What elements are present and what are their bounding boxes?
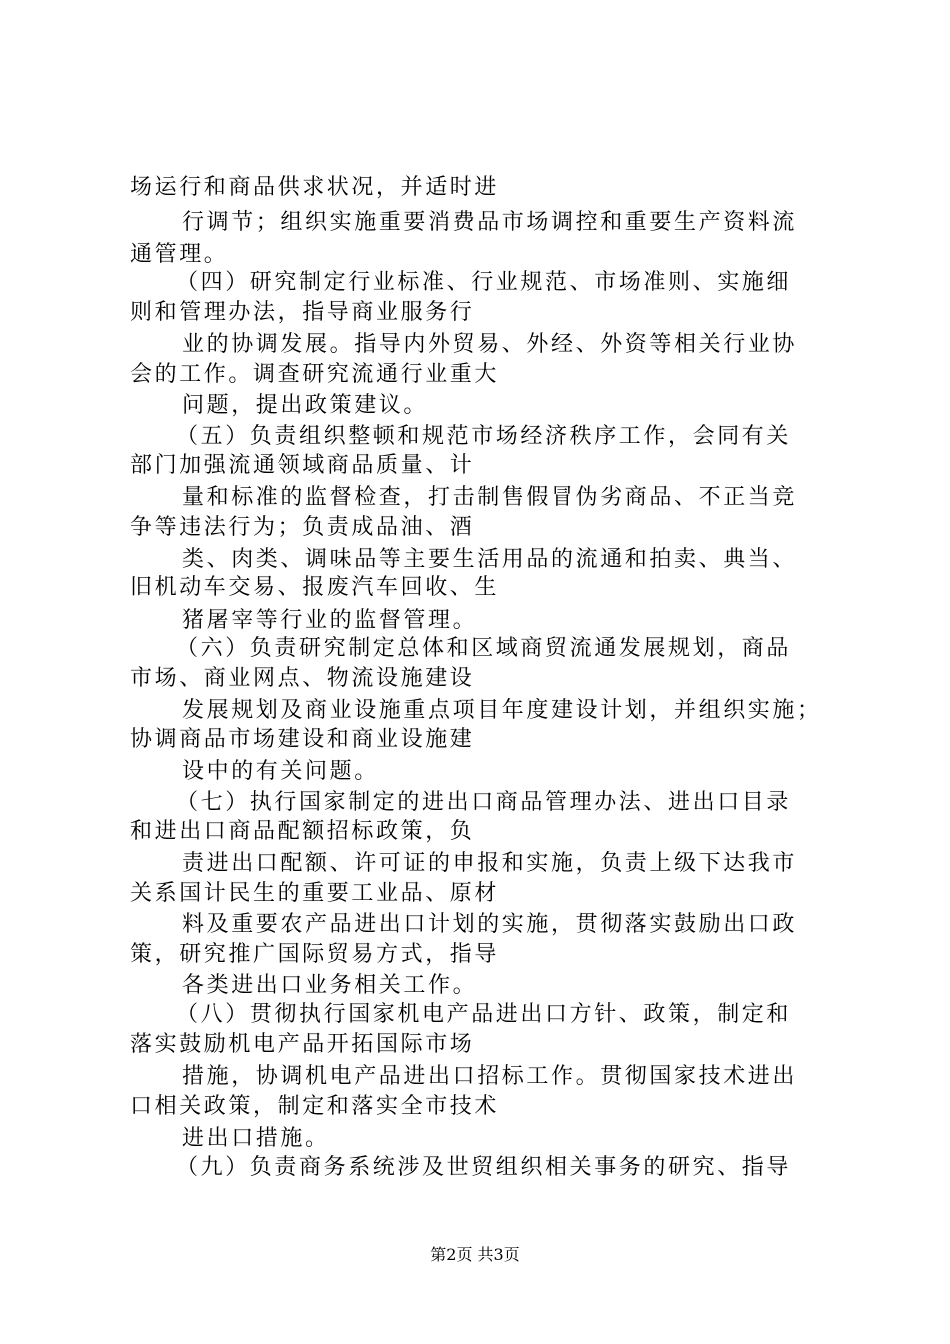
body-text-line: 旧机动车交易、报废汽车回收、生 (130, 575, 500, 600)
body-text-line: （五）负责组织整顿和规范市场经济秩序工作，会同有关 (176, 424, 792, 449)
body-text-line: 量和标准的监督检查，打击制售假冒伪劣商品、不正当竞 (182, 485, 798, 510)
body-text-line: 协调商品市场建设和商业设施建 (130, 727, 475, 752)
body-text-line: 进出口措施。 (182, 1126, 330, 1151)
body-text-line: 发展规划及商业设施重点项目年度建设计划，并组织实施； (182, 698, 822, 723)
body-text-line: 业的协调发展。指导内外贸易、外经、外资等相关行业协 (182, 332, 798, 357)
body-text-line: 问题，提出政策建议。 (182, 393, 429, 418)
body-text-line: （七）执行国家制定的进出口商品管理办法、进出口目录 (176, 790, 792, 815)
body-text-line: 会的工作。调查研究流通行业重大 (130, 362, 500, 387)
body-text-line: 场运行和商品供求状况，并适时进 (130, 175, 500, 200)
body-text-line: 通管理。 (130, 242, 229, 267)
body-text-line: （四）研究制定行业标准、行业规范、市场准则、实施细 (176, 270, 792, 295)
body-text-line: 部门加强流通领域商品质量、计 (130, 453, 475, 478)
body-text-line: 各类进出口业务相关工作。 (182, 973, 478, 998)
body-text-line: （八）贯彻执行国家机电产品进出口方针、政策，制定和 (176, 1002, 792, 1027)
body-text-line: 口相关政策，制定和落实全市技术 (130, 1094, 500, 1119)
body-text-line: 类、肉类、调味品等主要生活用品的流通和拍卖、典当、 (182, 547, 798, 572)
body-text-line: 关系国计民生的重要工业品、原材 (130, 881, 500, 906)
body-text-line: 和进出口商品配额招标政策，负 (130, 819, 475, 844)
body-text-line: 责进出口配额、许可证的申报和实施，负责上级下达我市 (182, 851, 798, 876)
body-text-line: 猪屠宰等行业的监督管理。 (182, 608, 478, 633)
body-text-line: 争等违法行为；负责成品油、酒 (130, 515, 475, 540)
body-text-line: 行调节；组织实施重要消费品市场调控和重要生产资料流 (182, 210, 798, 235)
body-text-line: （六）负责研究制定总体和区域商贸流通发展规划，商品 (176, 636, 792, 661)
body-text-line: 落实鼓励机电产品开拓国际市场 (130, 1032, 475, 1057)
body-text-line: 市场、商业网点、物流设施建设 (130, 666, 475, 691)
body-text-line: 则和管理办法，指导商业服务行 (130, 300, 475, 325)
body-text-line: 料及重要农产品进出口计划的实施，贯彻落实鼓励出口政 (182, 912, 798, 937)
body-text-line: 设中的有关问题。 (182, 759, 379, 784)
body-text-line: （九）负责商务系统涉及世贸组织相关事务的研究、指导 (176, 1155, 792, 1180)
body-text-line: 策，研究推广国际贸易方式，指导 (130, 942, 500, 967)
body-text-line: 措施，协调机电产品进出口招标工作。贯彻国家技术进出 (182, 1064, 798, 1089)
page-number-footer: 第2页 共3页 (430, 1245, 520, 1264)
